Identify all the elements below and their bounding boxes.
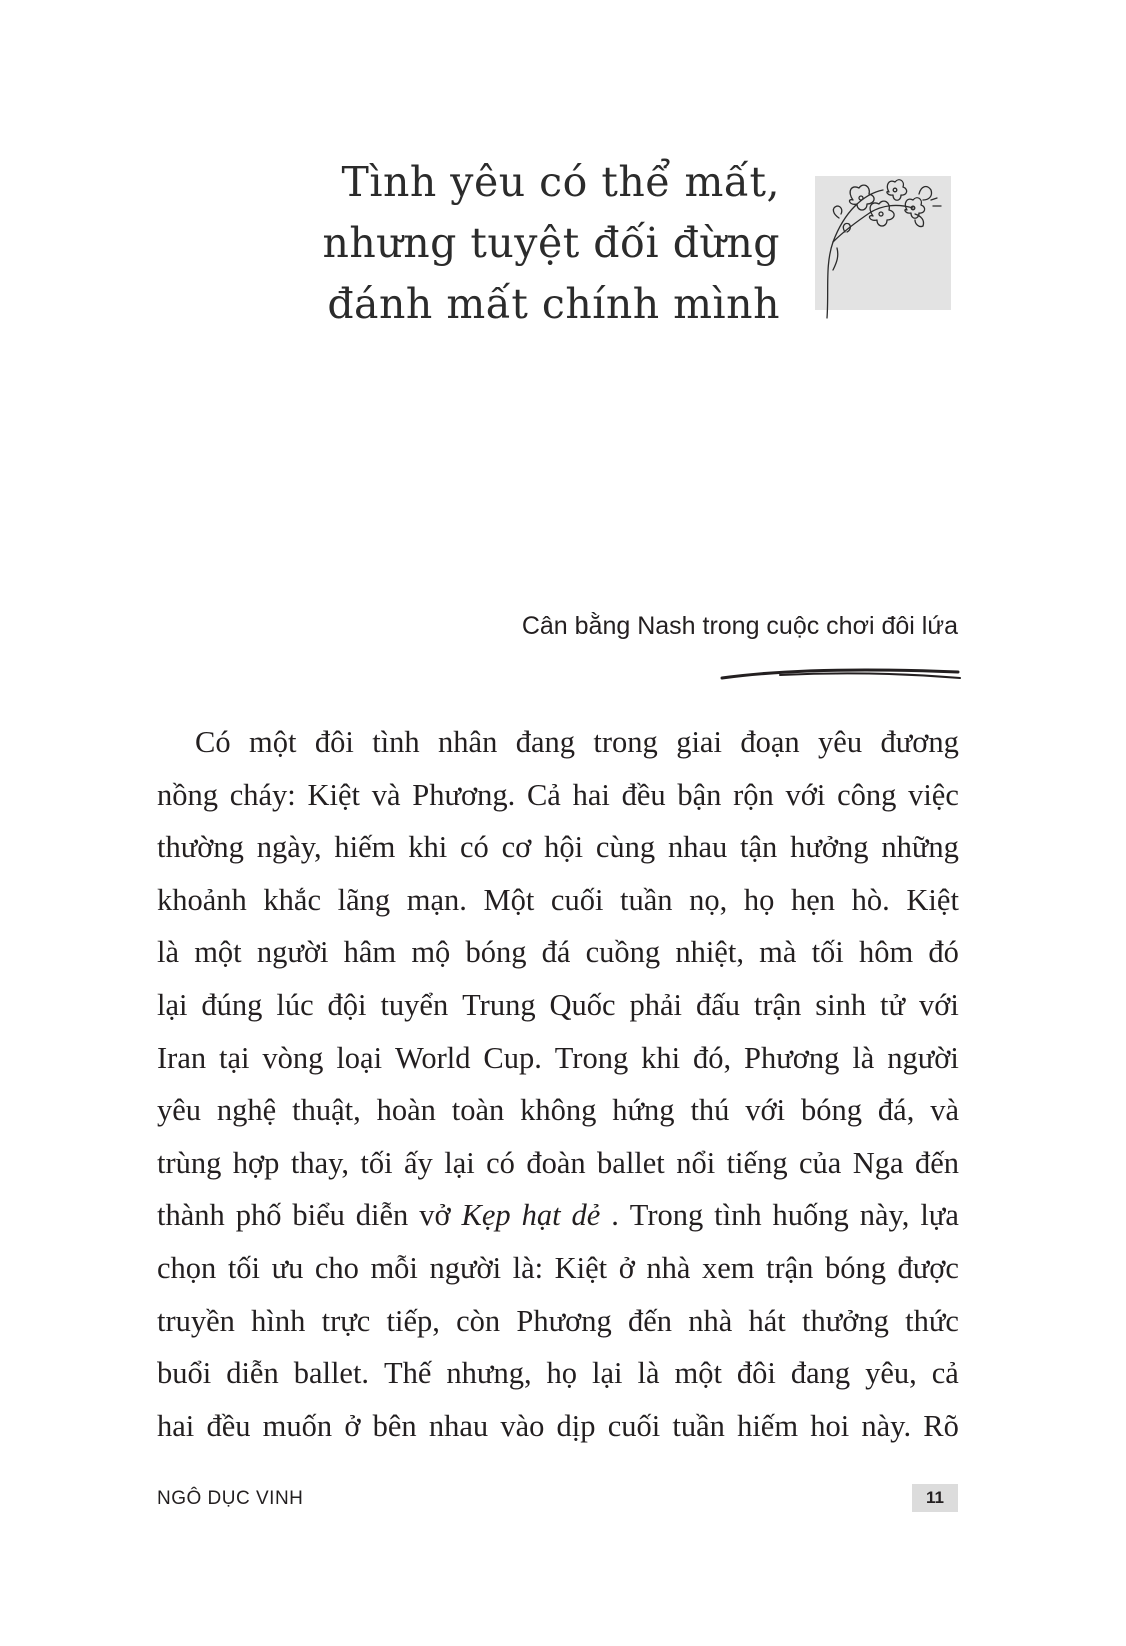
word: tối [227, 1250, 261, 1285]
word: lại [444, 1145, 475, 1180]
word: hứng [612, 1093, 675, 1128]
word: đoàn [526, 1145, 586, 1180]
word: nọ, [689, 882, 728, 917]
word: khắc [263, 882, 321, 917]
word: tại [219, 1040, 250, 1075]
word: khi [408, 830, 448, 865]
word: mỗi [370, 1250, 418, 1285]
word: nhau [428, 1408, 489, 1443]
word: buổi [157, 1356, 212, 1391]
word: thức [905, 1303, 959, 1338]
word: bóng [801, 1093, 863, 1128]
word: đấu [695, 987, 740, 1022]
word: hợp [232, 1145, 280, 1180]
word: một [194, 935, 242, 970]
word: Cup. [483, 1040, 542, 1075]
word: biểu [292, 1198, 345, 1233]
word: chọn [157, 1250, 217, 1285]
word: người [256, 935, 329, 970]
word: trực [321, 1303, 371, 1338]
word: với [745, 1093, 786, 1128]
word: trận [753, 987, 802, 1022]
word: rộn [733, 777, 774, 812]
orchid-branch-icon [815, 170, 965, 340]
word: phải [629, 987, 683, 1022]
word: tận [740, 830, 778, 865]
book-title-word: hạt [521, 1198, 561, 1233]
word: trùng [157, 1145, 222, 1180]
word: World [394, 1040, 471, 1075]
word: nhiệt, [675, 935, 744, 970]
word: hưởng [790, 830, 869, 865]
word: và [371, 777, 401, 812]
word: tối [360, 1145, 393, 1180]
word: trận [765, 1250, 814, 1285]
word: Cả [526, 777, 561, 812]
word: đoạn [740, 725, 800, 759]
chapter-title-line: đánh mất chính mình [327, 280, 780, 328]
word: ballet. [293, 1356, 370, 1391]
text-line [157, 716, 959, 769]
text-line [157, 1084, 959, 1137]
text-line [157, 1400, 959, 1453]
word: cùng [595, 830, 656, 865]
word: những [881, 830, 959, 865]
word: tuần [620, 882, 673, 917]
word: là: [512, 1250, 544, 1285]
text-line [157, 874, 959, 927]
word: họ [743, 882, 775, 917]
word: lãng [337, 882, 391, 917]
word: ballet [597, 1145, 665, 1180]
word: ở [618, 1250, 635, 1285]
word: Kiệt [906, 882, 959, 917]
word: toàn [451, 1093, 505, 1128]
word: thú [690, 1093, 730, 1128]
word: tuần [672, 1408, 725, 1443]
word: hẹn [791, 882, 836, 917]
word: Phương [744, 1040, 840, 1075]
word: ưu [271, 1250, 304, 1285]
word: việc [908, 777, 959, 812]
word: và [930, 1093, 959, 1128]
word: đá, [877, 1093, 915, 1128]
word: với [785, 777, 826, 812]
word: của [798, 1145, 842, 1180]
word: người [429, 1250, 502, 1285]
word: ở [344, 1408, 361, 1443]
word: là [852, 1040, 875, 1075]
word: huống [772, 1198, 849, 1233]
word: hoàn [376, 1093, 436, 1128]
word: đội [327, 987, 367, 1022]
word: với [918, 987, 959, 1022]
text-line [157, 1032, 959, 1085]
word: còn [456, 1303, 501, 1338]
footer-author: NGÔ DỤC VINH [157, 1488, 304, 1509]
word: đang [515, 725, 576, 759]
word: tiếp, [386, 1303, 440, 1338]
word: yêu [157, 1093, 202, 1128]
word: cuồng [585, 935, 661, 970]
word: yêu, [865, 1356, 917, 1391]
word: Quốc [549, 987, 616, 1022]
word: hôm [858, 935, 914, 970]
word: Thế [384, 1356, 432, 1391]
word: đôi [314, 725, 354, 759]
word: một [248, 725, 297, 759]
word: đá [541, 935, 571, 970]
word: tình [714, 1198, 762, 1233]
word: tình [372, 725, 420, 759]
word: này, [859, 1198, 910, 1233]
word: lựa [920, 1198, 959, 1233]
word: loại [336, 1040, 383, 1075]
word: hát [748, 1303, 786, 1338]
word: là [157, 935, 180, 970]
word: nhau [667, 830, 728, 865]
word: nghệ [216, 1093, 277, 1128]
word: lại [157, 987, 188, 1022]
word: cháy: [229, 777, 296, 812]
word: công [837, 777, 897, 812]
word: mà [759, 935, 797, 970]
word: thay, [290, 1145, 349, 1180]
word: Trong [554, 1040, 629, 1075]
word: Có [195, 725, 231, 759]
word: cuối [550, 882, 604, 917]
word: Trung [462, 987, 536, 1022]
word: đều [206, 1408, 251, 1443]
text-line [157, 1347, 959, 1400]
text-line [157, 979, 959, 1032]
chapter-title-line: nhưng tuyệt đối đừng [322, 219, 780, 267]
word: thưởng [801, 1303, 889, 1338]
body-paragraph [157, 716, 959, 1452]
word: mạn. [406, 882, 467, 917]
word: đúng [201, 987, 263, 1022]
word: yêu [818, 725, 863, 759]
word: ấy [404, 1145, 433, 1180]
word: cho [314, 1250, 359, 1285]
word: Phương [516, 1303, 612, 1338]
word: bận [677, 777, 722, 812]
brush-underline [720, 664, 962, 684]
word: cuối [607, 1408, 661, 1443]
word: đến [914, 1145, 959, 1180]
word: nhân [438, 725, 498, 759]
text-line [157, 821, 959, 874]
word: vở [419, 1198, 451, 1233]
word: lại [592, 1356, 623, 1391]
word: có [486, 1145, 515, 1180]
word: dịp [556, 1408, 596, 1443]
word: là [637, 1356, 660, 1391]
word: nhà [688, 1303, 733, 1338]
word: trong [593, 725, 658, 759]
word: họ [546, 1356, 578, 1391]
word: vào [500, 1408, 545, 1443]
word: tuyển [380, 987, 449, 1022]
word: mộ [411, 935, 451, 970]
word: nổi [676, 1145, 716, 1180]
word: Trong [629, 1198, 704, 1233]
word: giai [676, 725, 722, 759]
word: một [674, 1356, 722, 1391]
word: . [611, 1198, 619, 1233]
word: khoảnh [157, 882, 247, 917]
word: tử [880, 987, 906, 1022]
chapter-title-line: Tình yêu có thể mất, [341, 158, 780, 206]
word: đôi [736, 1356, 776, 1391]
word: hiếm [334, 830, 396, 865]
word: tối [811, 935, 844, 970]
word: đang [790, 1356, 851, 1391]
word: nhà [646, 1250, 691, 1285]
chapter-title [200, 152, 780, 335]
word: cả [931, 1356, 959, 1391]
word: thuật, [292, 1093, 361, 1128]
word: diễn [355, 1198, 409, 1233]
word: hai [572, 777, 610, 812]
word: diễn [226, 1356, 279, 1391]
word: này. [861, 1408, 912, 1443]
word: đến [627, 1303, 673, 1338]
book-title-word: Kẹp [461, 1198, 511, 1233]
text-line [157, 1242, 959, 1295]
word: bên [372, 1408, 417, 1443]
word: nồng [157, 777, 218, 812]
word: Kiệt [554, 1250, 608, 1285]
word: được [897, 1250, 959, 1285]
page-number: 11 [912, 1484, 958, 1512]
word: đều [621, 777, 666, 812]
word: Iran [157, 1040, 207, 1075]
word: hoi [810, 1408, 850, 1443]
word: hiếm [737, 1408, 799, 1443]
text-line [157, 1295, 959, 1348]
word: phố [235, 1198, 282, 1233]
word: Rõ [923, 1408, 959, 1443]
word: đương [880, 725, 959, 759]
word: muốn [262, 1408, 333, 1443]
word: bóng [465, 935, 527, 970]
word: thành [157, 1198, 225, 1233]
word: Nga [852, 1145, 904, 1180]
word: cơ [501, 830, 532, 865]
word: hâm [343, 935, 397, 970]
word: bóng [824, 1250, 886, 1285]
text-line [157, 1189, 959, 1242]
text-line [157, 1137, 959, 1190]
word: Phương. [412, 777, 516, 812]
word: tiếng [726, 1145, 788, 1180]
word: nhưng, [446, 1356, 532, 1391]
text-line [157, 769, 959, 822]
word: hình [251, 1303, 306, 1338]
word: hội [544, 830, 584, 865]
word: hò. [851, 882, 890, 917]
word: Kiệt [307, 777, 361, 812]
word: đó, [693, 1040, 732, 1075]
word: sinh [815, 987, 867, 1022]
word: không [520, 1093, 597, 1128]
word: có [460, 830, 489, 865]
word: Một [483, 882, 535, 917]
chapter-subtitle: Cân bằng Nash trong cuộc chơi đôi lứa [521, 612, 958, 640]
word: truyền [157, 1303, 235, 1338]
word: người [887, 1040, 959, 1075]
word: vòng [262, 1040, 324, 1075]
text-line [157, 926, 959, 979]
word: khi [641, 1040, 681, 1075]
word: đó [928, 935, 959, 970]
word: thường [157, 830, 244, 865]
word: ngày, [256, 830, 322, 865]
book-title-word: dẻ [571, 1198, 601, 1233]
word: xem [701, 1250, 755, 1285]
word: lúc [276, 987, 314, 1022]
word: hai [157, 1408, 195, 1443]
